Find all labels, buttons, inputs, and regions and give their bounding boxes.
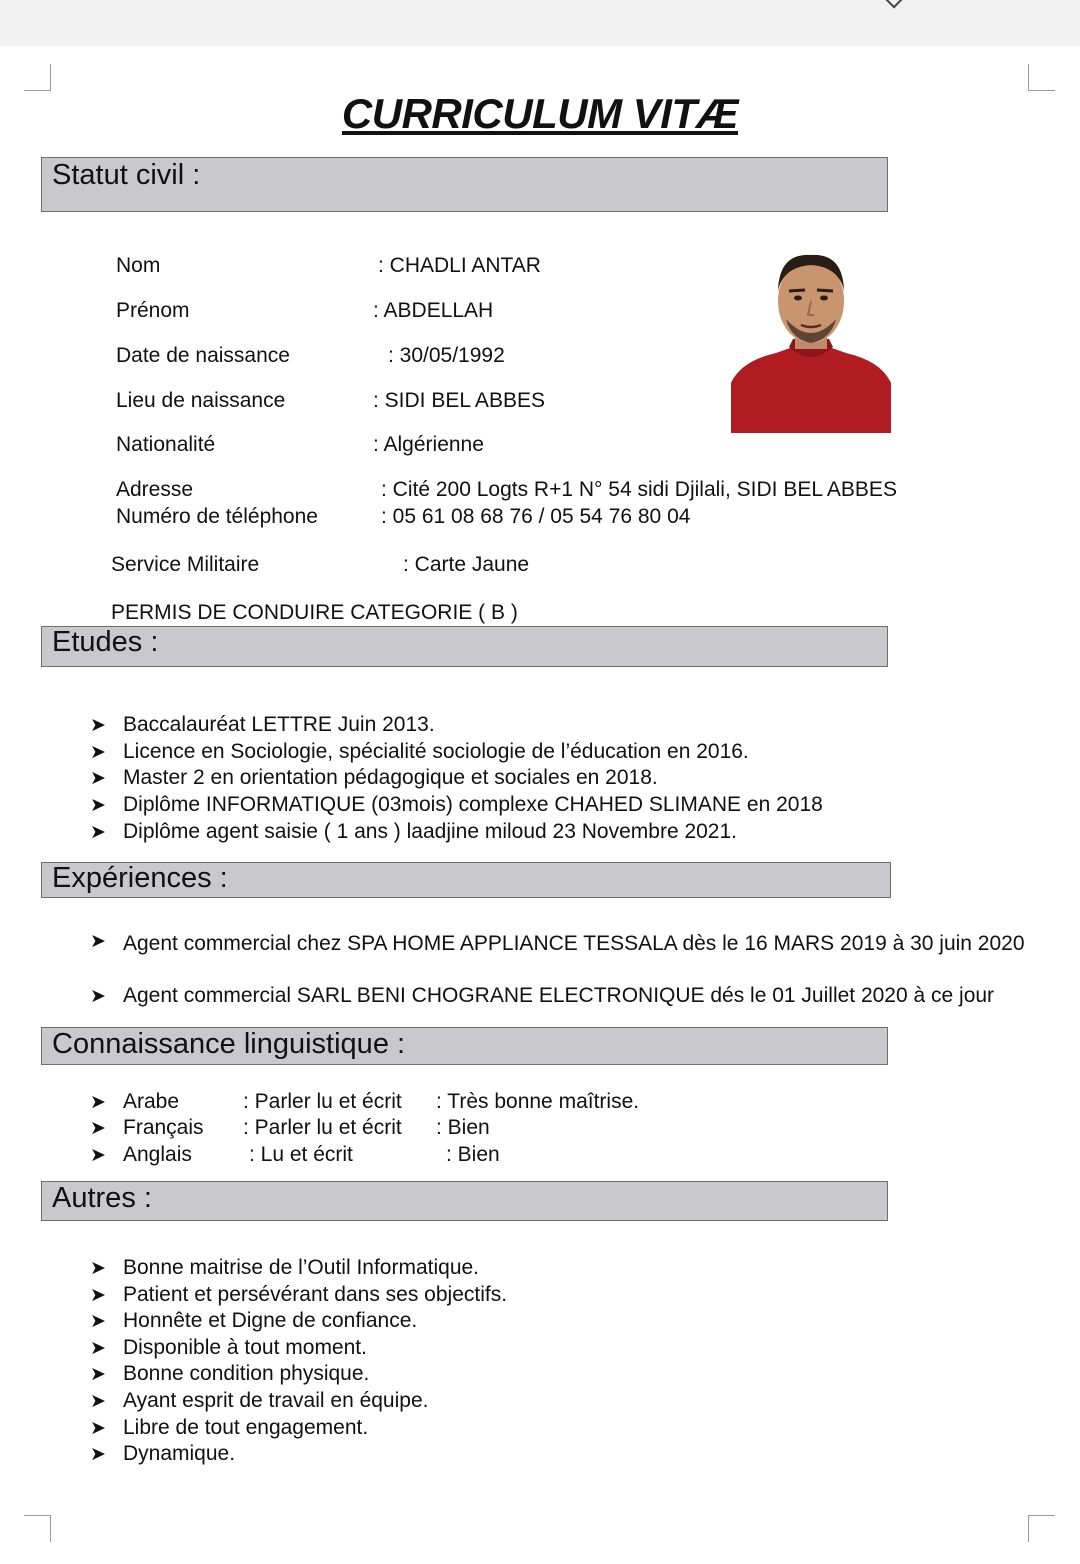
langue-niveau: : Très bonne maîtrise. (436, 1090, 640, 1113)
list-item: ➤ Diplôme INFORMATIQUE (03mois) complexe CHAHED SLIMANE en 2018 (90, 793, 823, 816)
arrow-bullet-icon: ➤ (90, 822, 106, 843)
arrow-bullet-icon: ➤ (90, 931, 106, 952)
arrow-bullet-icon: ➤ (90, 715, 106, 736)
prenom-value: : ABDELLAH (373, 299, 494, 322)
list-item: ➤ Français (90, 1116, 204, 1139)
list-item: ➤ Disponible à tout moment. (90, 1336, 367, 1359)
arrow-bullet-icon: ➤ (90, 1118, 106, 1139)
section-etudes (41, 626, 888, 667)
arrow-bullet-icon: ➤ (90, 795, 106, 816)
telephone-label: Numéro de téléphone (116, 505, 318, 528)
prenom-label: Prénom (116, 299, 190, 322)
service-militaire-value: : Carte Jaune (403, 553, 530, 576)
list-item: ➤ Diplôme agent saisie ( 1 ans ) laadjine miloud 23 Novembre 2021. (90, 820, 738, 843)
langue-niveau: : Bien (436, 1116, 490, 1139)
list-item: ➤ Bonne maitrise de l’Outil Informatique. (90, 1256, 480, 1279)
margin-corner-bottom-left (24, 1515, 51, 1542)
section-title: Expériences : (52, 862, 228, 894)
section-title: Etudes : (52, 626, 159, 658)
adresse-label: Adresse (116, 478, 194, 501)
list-item: ➤ Agent commercial SARL BENI CHOGRANE ELECTRONIQUE dés le 01 Juillet 2020 à ce jour (90, 984, 995, 1007)
profile-photo (731, 243, 891, 433)
list-item: ➤ Master 2 en orientation pédagogique et sociales en 2018. (90, 766, 658, 789)
list-item: ➤ Arabe (90, 1090, 180, 1113)
list-item: ➤ Honnête et Digne de confiance. (90, 1309, 418, 1332)
service-militaire-label: Service Militaire (111, 553, 260, 576)
list-item: ➤ Anglais (90, 1143, 192, 1166)
arrow-bullet-icon: ➤ (90, 1285, 106, 1306)
section-title: Statut civil : (52, 159, 201, 191)
lieu-naissance-label: Lieu de naissance (116, 389, 286, 412)
list-item: ➤ Ayant esprit de travail en équipe. (90, 1389, 429, 1412)
margin-corner-top-right (1028, 64, 1055, 91)
date-naissance-label: Date de naissance (116, 344, 290, 367)
section-statut-civil (41, 157, 888, 212)
document-title: CURRICULUM VITÆ (341, 90, 739, 137)
permis-conduire: PERMIS DE CONDUIRE CATEGORIE ( B ) (111, 601, 518, 624)
top-chevron-mark (886, 0, 903, 8)
langue-type: : Lu et écrit (249, 1143, 353, 1166)
telephone-value: : 05 61 08 68 76 / 05 54 76 80 04 (381, 505, 691, 528)
nom-value: : CHADLI ANTAR (378, 254, 541, 277)
nom-label: Nom (116, 254, 161, 277)
section-experiences (41, 862, 891, 898)
arrow-bullet-icon: ➤ (90, 742, 106, 763)
section-autres (41, 1181, 888, 1221)
nationalite-label: Nationalité (116, 433, 216, 456)
arrow-bullet-icon: ➤ (90, 1092, 106, 1113)
arrow-bullet-icon: ➤ (90, 986, 106, 1007)
section-title: Connaissance linguistique : (52, 1028, 406, 1060)
list-item: ➤ Patient et persévérant dans ses objectifs. (90, 1283, 508, 1306)
arrow-bullet-icon: ➤ (90, 1364, 106, 1385)
lieu-naissance-value: : SIDI BEL ABBES (373, 389, 545, 412)
list-item: ➤ Bonne condition physique. (90, 1362, 370, 1385)
section-title: Autres : (52, 1182, 152, 1214)
list-item: ➤ Libre de tout engagement. (90, 1416, 369, 1439)
arrow-bullet-icon: ➤ (90, 1258, 106, 1279)
arrow-bullet-icon: ➤ (90, 1391, 106, 1412)
nationalite-value: : Algérienne (373, 433, 484, 456)
arrow-bullet-icon: ➤ (90, 1444, 106, 1465)
langue-type: : Parler lu et écrit (243, 1090, 402, 1113)
list-item: ➤ Baccalauréat LETTRE Juin 2013. (90, 713, 435, 736)
date-naissance-value: : 30/05/1992 (388, 344, 505, 367)
margin-corner-top-left (24, 64, 51, 91)
arrow-bullet-icon: ➤ (90, 768, 106, 789)
arrow-bullet-icon: ➤ (90, 1418, 106, 1439)
section-connaissance-linguistique (41, 1027, 888, 1065)
arrow-bullet-icon: ➤ (90, 1145, 106, 1166)
person-portrait-icon (731, 243, 891, 433)
langue-type: : Parler lu et écrit (243, 1116, 402, 1139)
adresse-value: : Cité 200 Logts R+1 N° 54 sidi Djilali, SIDI BEL ABBES (381, 478, 897, 501)
list-item: ➤ Dynamique. (90, 1442, 236, 1465)
langue-niveau: : Bien (446, 1143, 500, 1166)
arrow-bullet-icon: ➤ (90, 1338, 106, 1359)
list-item: ➤ Licence en Sociologie, spécialité sociologie de l’éducation en 2016. (90, 740, 749, 763)
margin-corner-bottom-right (1028, 1515, 1055, 1542)
list-item: ➤ Agent commercial chez SPA HOME APPLIANCE TESSALA dès le 16 MARS 2019 à 30 juin 2020 (90, 931, 1025, 955)
arrow-bullet-icon: ➤ (90, 1311, 106, 1332)
